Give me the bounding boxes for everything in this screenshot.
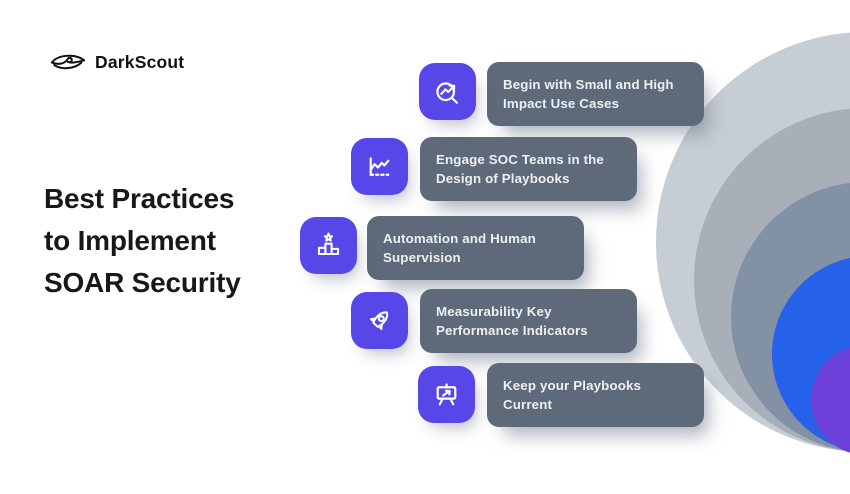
search-trend-icon — [432, 76, 463, 107]
practice-icon-tile — [418, 366, 475, 423]
practice-label — [487, 62, 704, 126]
line-chart-icon — [364, 151, 395, 182]
practice-label-line: Current — [503, 397, 553, 412]
page-title-line: SOAR Security — [44, 267, 241, 298]
practice-label — [487, 363, 704, 427]
practice-icon-tile — [351, 292, 408, 349]
presentation-board-icon — [431, 379, 462, 410]
practice-label — [420, 289, 637, 353]
practice-label-line: Design of Playbooks — [436, 171, 570, 186]
eye-logo-icon — [50, 49, 86, 75]
practice-label-line: Supervision — [383, 250, 461, 265]
practice-label-line: Impact Use Cases — [503, 96, 620, 111]
practice-label-line: Measurability Key — [436, 303, 552, 319]
practice-icon-tile — [351, 138, 408, 195]
brand-name: DarkScout — [95, 51, 185, 72]
practice-label-line: Performance Indicators — [436, 323, 588, 338]
practice-label — [420, 137, 637, 201]
practice-label-line: Begin with Small and High — [503, 76, 674, 92]
rocket-icon — [364, 305, 395, 336]
page-title-line: to Implement — [44, 225, 216, 256]
practice-icon-tile — [300, 217, 357, 274]
practice-label-line: Keep your Playbooks — [503, 377, 642, 393]
page-title — [44, 178, 241, 304]
practice-label-line: Engage SOC Teams in the — [436, 151, 604, 167]
podium-star-icon — [313, 230, 344, 261]
brand-logo — [50, 49, 184, 75]
practice-icon-tile — [419, 63, 476, 120]
practice-label — [367, 216, 584, 280]
page-title-line: Best Practices — [44, 183, 235, 214]
practice-label-line: Automation and Human — [383, 230, 536, 246]
